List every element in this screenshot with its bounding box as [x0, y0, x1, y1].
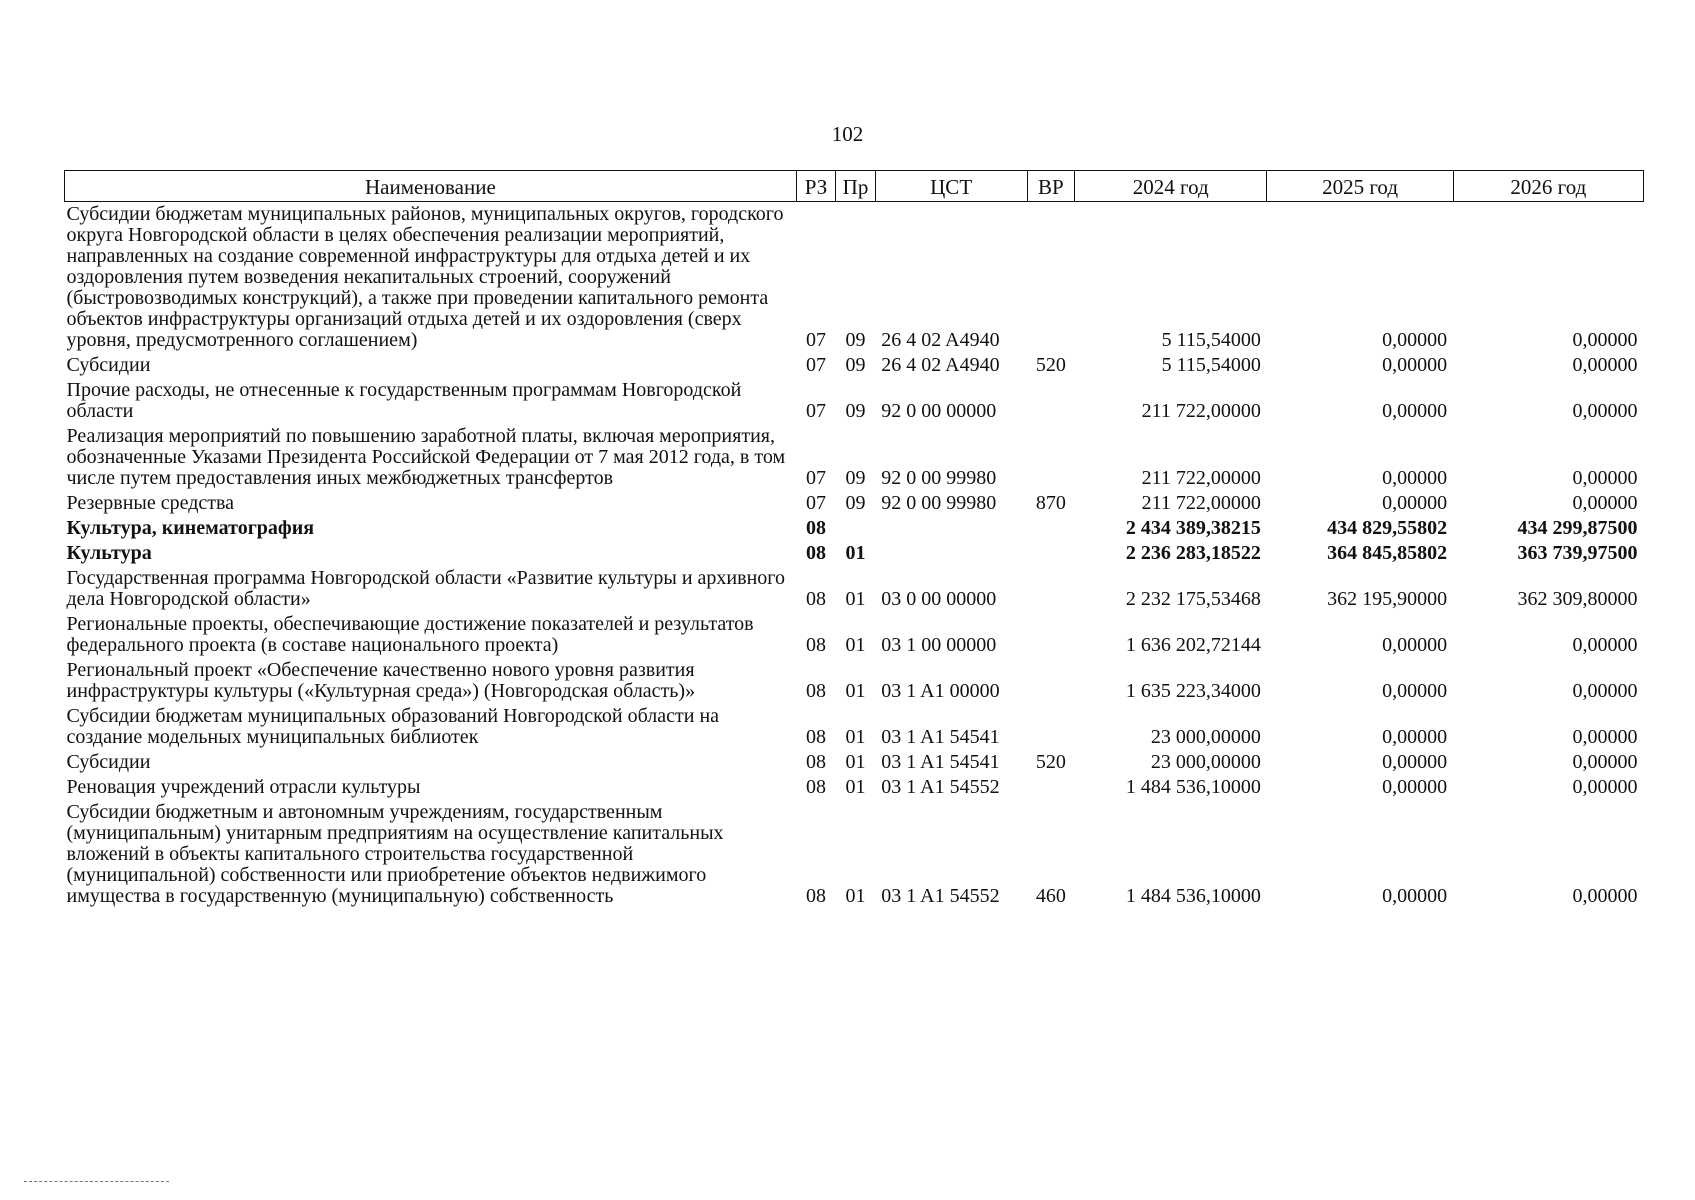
cell-vr [1027, 202, 1075, 354]
table-row [65, 541, 1644, 566]
header-2024: 2024 год [1075, 171, 1267, 202]
cell-rz: 07 [806, 400, 827, 422]
cell-vr [1027, 612, 1075, 658]
cell-2025: 0,00000 [1382, 634, 1448, 656]
cell-cst: 03 1 00 00000 [881, 634, 997, 656]
cell-pr: 09 [845, 354, 866, 376]
cell-name: Субсидии бюджетам муниципальных образований Новгородской области на создание модельных муниципальных библиотек [66, 705, 720, 748]
table-row [65, 491, 1644, 516]
cell-vr: 520 [1035, 354, 1066, 376]
cell-pr: 09 [845, 492, 866, 514]
cell-name: Культура [66, 542, 152, 564]
cell-2024: 2 434 389,38215 [1125, 517, 1261, 539]
cell-2024: 1 484 536,10000 [1125, 776, 1261, 798]
cell-vr: 870 [1035, 492, 1066, 514]
cell-vr [1027, 566, 1075, 612]
header-2025: 2025 год [1267, 171, 1453, 202]
footer-divider [24, 1181, 169, 1182]
cell-2024: 1 635 223,34000 [1125, 680, 1261, 702]
page-number: 102 [831, 122, 864, 146]
cell-2024: 5 115,54000 [1161, 329, 1261, 351]
cell-2026: 434 299,87500 [1517, 517, 1638, 539]
cell-2025: 434 829,55802 [1327, 517, 1448, 539]
header-2026: 2026 год [1453, 171, 1643, 202]
cell-rz: 07 [806, 329, 827, 351]
cell-pr: 01 [845, 588, 866, 610]
table-row [65, 202, 1644, 354]
cell-vr [1027, 516, 1075, 541]
cell-rz: 07 [806, 492, 827, 514]
cell-cst [875, 541, 1027, 566]
table-row [65, 612, 1644, 658]
cell-2024: 2 236 283,18522 [1125, 542, 1261, 564]
cell-2025: 0,00000 [1382, 776, 1448, 798]
cell-pr: 01 [845, 776, 866, 798]
cell-vr [1027, 704, 1075, 750]
cell-2025: 0,00000 [1382, 492, 1448, 514]
cell-2026: 0,00000 [1572, 634, 1638, 656]
cell-name: Субсидии [66, 354, 151, 376]
cell-rz: 07 [806, 354, 827, 376]
cell-pr: 09 [845, 400, 866, 422]
cell-rz: 08 [806, 885, 827, 907]
cell-vr [1027, 424, 1075, 491]
header-vr: ВР [1027, 171, 1075, 202]
cell-2025: 0,00000 [1382, 329, 1448, 351]
cell-rz: 08 [806, 588, 827, 610]
cell-pr: 01 [845, 680, 866, 702]
cell-vr [1027, 658, 1075, 704]
budget-table [64, 170, 1644, 909]
table-row [65, 775, 1644, 800]
cell-cst: 03 1 A1 54552 [881, 885, 1000, 907]
cell-cst: 03 1 A1 54541 [881, 751, 1000, 773]
cell-pr: 01 [845, 634, 866, 656]
cell-rz: 08 [806, 726, 827, 748]
cell-2026: 0,00000 [1572, 492, 1638, 514]
table-row [65, 704, 1644, 750]
cell-name: Субсидии бюджетам муниципальных районов, муниципальных округов, городского округа Новгородской области в целях обеспечения реализации мероприятий, направленных на создание современной инфраструктуры для отдыха детей и их оздоровления путем возведения некапитальных строений, сооружений (быстровозводимых конструкций), а также при проведении капитального ремонта объектов инфраструктуры организаций отдыха детей и их оздоровления (сверх уровня, предусмотренного соглашением) [66, 203, 784, 351]
cell-vr [1027, 775, 1075, 800]
cell-cst: 03 1 A1 54541 [881, 726, 1000, 748]
cell-name: Региональные проекты, обеспечивающие достижение показателей и результатов федерального проекта (в составе национального проекта) [66, 613, 754, 656]
cell-cst: 03 1 A1 54552 [881, 776, 1000, 798]
table-row [65, 566, 1644, 612]
table-body [65, 202, 1644, 910]
table-row [65, 800, 1644, 909]
cell-rz: 08 [806, 517, 827, 539]
cell-2026: 0,00000 [1572, 751, 1638, 773]
cell-2025: 0,00000 [1382, 400, 1448, 422]
cell-2026: 0,00000 [1572, 680, 1638, 702]
cell-pr: 09 [845, 467, 866, 489]
table-row [65, 424, 1644, 491]
cell-cst: 26 4 02 A4940 [881, 329, 1000, 351]
cell-name: Резервные средства [66, 492, 235, 514]
cell-rz: 08 [806, 680, 827, 702]
cell-2025: 0,00000 [1382, 680, 1448, 702]
cell-rz: 07 [806, 467, 827, 489]
cell-2026: 0,00000 [1572, 467, 1638, 489]
cell-2024: 5 115,54000 [1161, 354, 1261, 376]
cell-pr: 01 [845, 885, 866, 907]
cell-2024: 211 722,00000 [1141, 400, 1261, 422]
header-pr: Пр [836, 171, 875, 202]
cell-2024: 1 636 202,72144 [1125, 634, 1261, 656]
cell-2024: 2 232 175,53468 [1125, 588, 1261, 610]
cell-cst: 26 4 02 A4940 [881, 354, 1000, 376]
cell-vr [1027, 541, 1075, 566]
cell-2025: 0,00000 [1382, 751, 1448, 773]
cell-2024: 211 722,00000 [1141, 467, 1261, 489]
cell-2025: 0,00000 [1382, 354, 1448, 376]
header-rz: РЗ [796, 171, 835, 202]
cell-2025: 364 845,85802 [1327, 542, 1448, 564]
cell-rz: 08 [806, 634, 827, 656]
cell-vr [1027, 378, 1075, 424]
table-row [65, 353, 1644, 378]
cell-rz: 08 [806, 776, 827, 798]
cell-2025: 0,00000 [1382, 885, 1448, 907]
cell-name: Реализация мероприятий по повышению заработной платы, включая мероприятия, обозначенные Указами Президента Российской Федерации от 7 мая 2012 года, в том числе путем предоставления иных межбюджетных трансфертов [66, 425, 786, 489]
cell-2026: 0,00000 [1572, 354, 1638, 376]
cell-cst: 92 0 00 00000 [881, 400, 997, 422]
cell-2025: 362 195,90000 [1327, 588, 1448, 610]
cell-2026: 0,00000 [1572, 329, 1638, 351]
table-row [65, 516, 1644, 541]
cell-2026: 362 309,80000 [1517, 588, 1638, 610]
table-row [65, 658, 1644, 704]
header-name: Наименование [65, 171, 797, 202]
cell-name: Государственная программа Новгородской области «Развитие культуры и архивного дела Новгородской области» [66, 567, 785, 610]
header-cst: ЦСТ [875, 171, 1027, 202]
cell-vr: 520 [1035, 751, 1066, 773]
cell-name: Реновация учреждений отрасли культуры [66, 776, 421, 798]
cell-2024: 211 722,00000 [1141, 492, 1261, 514]
cell-pr: 01 [845, 751, 866, 773]
cell-2026: 0,00000 [1572, 726, 1638, 748]
cell-rz: 08 [806, 751, 827, 773]
cell-2024: 1 484 536,10000 [1125, 885, 1261, 907]
cell-vr: 460 [1035, 885, 1066, 907]
table-header-row [65, 171, 1644, 202]
cell-name: Субсидии бюджетным и автономным учреждениям, государственным (муниципальным) унитарным предприятиям на осуществление капитальных вложений в объекты капитального строительства государственной (муниципальной) собственности или приобретение объектов недвижимого имущества в государственную (муниципальную) собственность [66, 801, 724, 907]
cell-rz: 08 [806, 542, 827, 564]
table-row [65, 378, 1644, 424]
cell-name: Субсидии [66, 751, 151, 773]
cell-cst: 03 1 A1 00000 [881, 680, 1000, 702]
cell-2026: 0,00000 [1572, 776, 1638, 798]
cell-pr [836, 516, 875, 541]
cell-2026: 0,00000 [1572, 885, 1638, 907]
cell-cst: 92 0 00 99980 [881, 467, 997, 489]
cell-2024: 23 000,00000 [1150, 751, 1261, 773]
cell-cst [875, 516, 1027, 541]
cell-cst: 92 0 00 99980 [881, 492, 997, 514]
cell-pr: 09 [845, 329, 866, 351]
cell-2025: 0,00000 [1382, 726, 1448, 748]
table-row [65, 750, 1644, 775]
cell-2026: 0,00000 [1572, 400, 1638, 422]
cell-pr: 01 [845, 726, 866, 748]
cell-cst: 03 0 00 00000 [881, 588, 997, 610]
cell-name: Прочие расходы, не отнесенные к государственным программам Новгородской области [66, 379, 742, 422]
cell-pr: 01 [845, 542, 866, 564]
cell-2026: 363 739,97500 [1517, 542, 1638, 564]
cell-2025: 0,00000 [1382, 467, 1448, 489]
cell-name: Культура, кинематография [66, 517, 315, 539]
cell-name: Региональный проект «Обеспечение качественно нового уровня развития инфраструктуры культуры («Культурная среда») (Новгородская область)» [66, 659, 696, 702]
cell-2024: 23 000,00000 [1150, 726, 1261, 748]
